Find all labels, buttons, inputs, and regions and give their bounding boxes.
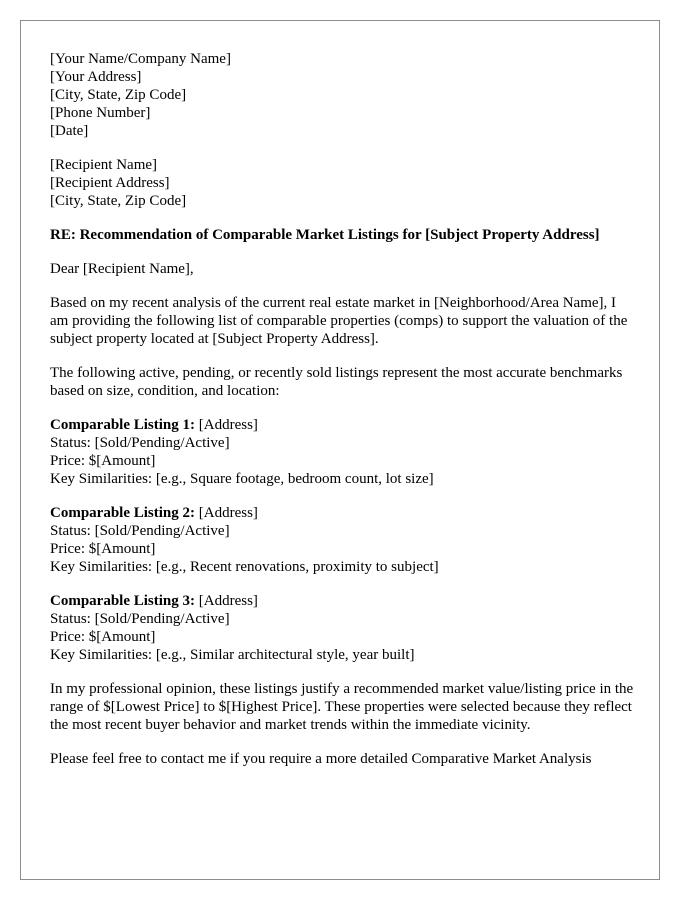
sender-address: [Your Address] xyxy=(50,69,142,85)
recipient-city: [City, State, Zip Code] xyxy=(50,193,187,209)
listing-address: [Address] xyxy=(195,417,258,433)
listing-header xyxy=(50,416,635,434)
listing-address: [Address] xyxy=(195,505,258,521)
subject-line: RE: Recommendation of Comparable Market Listings for [Subject Property Address] xyxy=(50,227,600,243)
recipient-address: [Recipient Address] xyxy=(50,175,170,191)
sender-city: [City, State, Zip Code] xyxy=(50,87,187,103)
listing-price: Price: $[Amount] xyxy=(50,453,156,469)
letter-date: [Date] xyxy=(50,123,89,139)
sender-block xyxy=(50,50,635,140)
listing-title: Comparable Listing 3: xyxy=(50,593,196,609)
listing-price: Price: $[Amount] xyxy=(50,629,156,645)
listing-header xyxy=(50,592,635,610)
comparable-listing-2 xyxy=(50,504,635,576)
listing-price: Price: $[Amount] xyxy=(50,541,156,557)
letter-page xyxy=(20,20,660,880)
recipient-block xyxy=(50,156,635,210)
closing-paragraph: Please feel free to contact me if you require a more detailed Comparative Market Analysis xyxy=(50,751,592,767)
listing-similarities: Key Similarities: [e.g., Square footage, bedroom count, lot size] xyxy=(50,471,434,487)
listing-title: Comparable Listing 1: xyxy=(50,417,196,433)
comparable-listing-1 xyxy=(50,416,635,488)
listing-header xyxy=(50,504,635,522)
salutation: Dear [Recipient Name], xyxy=(50,261,194,277)
sender-name: [Your Name/Company Name] xyxy=(50,51,231,67)
opinion-paragraph: In my professional opinion, these listings justify a recommended market value/listing price in the range of $[Lowest Price] to $[Highest Price]. These properties were selected because they reflect the most recent buyer behavior and market trends within the immediate vicinity. xyxy=(50,681,634,733)
sender-phone: [Phone Number] xyxy=(50,105,151,121)
intro-paragraph: Based on my recent analysis of the current real estate market in [Neighborhood/Area Name], I am providing the following list of comparable properties (comps) to support the valuation of the subject property located at [Subject Property Address]. xyxy=(50,295,628,347)
listing-similarities: Key Similarities: [e.g., Similar architectural style, year built] xyxy=(50,647,415,663)
listing-address: [Address] xyxy=(195,593,258,609)
listing-status: Status: [Sold/Pending/Active] xyxy=(50,523,230,539)
listing-similarities: Key Similarities: [e.g., Recent renovations, proximity to subject] xyxy=(50,559,439,575)
recipient-name: [Recipient Name] xyxy=(50,157,158,173)
listing-status: Status: [Sold/Pending/Active] xyxy=(50,435,230,451)
lead-in-paragraph: The following active, pending, or recently sold listings represent the most accurate benchmarks based on size, condition, and location: xyxy=(50,365,623,399)
comparable-listing-3 xyxy=(50,592,635,664)
listing-title: Comparable Listing 2: xyxy=(50,505,196,521)
letter-body xyxy=(50,50,635,784)
listing-status: Status: [Sold/Pending/Active] xyxy=(50,611,230,627)
